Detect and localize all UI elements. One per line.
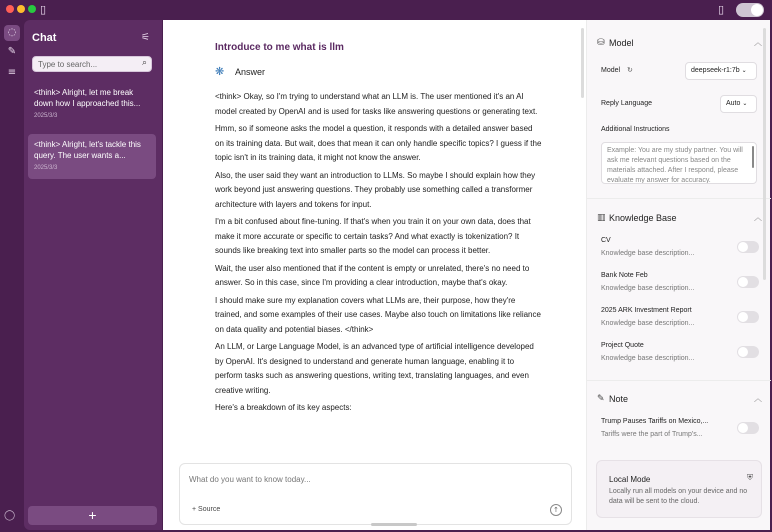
minimize-window-button[interactable] [17, 5, 25, 13]
kb-item-desc: Knowledge base description... [601, 250, 695, 257]
settings-panel [586, 20, 770, 530]
language-select[interactable] [720, 95, 757, 113]
model-select[interactable] [685, 62, 757, 80]
kb-item-name: CV [601, 237, 611, 244]
note-toggle[interactable] [737, 422, 759, 434]
filter-icon[interactable]: ⚟ [141, 32, 150, 43]
answer-paragraph: I should make sure my explanation covers what LLMs are, their purpose, how they're trained, and some examples of their use cases. Maybe also touch on limitations like reliance on data quality and potential biases. </think> [215, 295, 541, 334]
model-value: deepseek-r1:7b [691, 67, 740, 74]
instructions-input[interactable] [607, 146, 752, 184]
note-section-title: Note [609, 394, 629, 404]
search-box [32, 56, 152, 72]
local-mode-desc: Locally run all models on your device and no data will be sent to the cloud. [609, 488, 748, 505]
chat-sidebar [24, 20, 162, 530]
chevron-up-icon[interactable]: ︿ [754, 38, 762, 47]
main-scrollbar[interactable] [581, 28, 584, 98]
shield-icon: ⛨ [747, 473, 753, 482]
resize-handle[interactable] [371, 523, 417, 526]
instructions-box [601, 142, 757, 184]
answer-paragraph: Wait, the user also mentioned that if the content is empty or unrelated, there's no need to answer. So in this case, since I'm providing a clear introduction, maybe that's okay. [215, 263, 530, 287]
book-icon: ▥ [597, 213, 606, 223]
database-icon: ⛁ [597, 38, 605, 48]
answer-paragraph: Here's a breakdown of its key aspects: [215, 403, 352, 412]
chat-item-date: 2025/3/3 [34, 165, 58, 171]
composer [179, 463, 572, 525]
chevron-down-icon: ⌄ [741, 67, 747, 74]
kb-item [601, 307, 759, 337]
user-icon[interactable]: ◯ [4, 510, 16, 521]
model-section-title: Model [609, 38, 634, 48]
question-title: Introduce to me what is llm [215, 42, 344, 53]
answer-paragraph: I'm a bit confused about fine-tuning. If that's when you train it on your own data, does that make it more accurate or specific to certain tasks? And what exactly is tokenization? It sounds like breaking text into smaller parts so the model can process it better. [215, 217, 531, 255]
language-value: Auto [726, 100, 741, 107]
kb-toggle[interactable] [737, 241, 759, 253]
panel-toggle-icon[interactable]: ▯ [718, 3, 725, 16]
source-button[interactable]: + Source [192, 506, 221, 513]
divider [587, 380, 771, 381]
nav-rail [0, 20, 24, 532]
model-label: Model [601, 67, 621, 74]
notes-icon[interactable]: ✎ [7, 46, 17, 57]
new-chat-button[interactable]: + [28, 506, 157, 525]
chat-icon[interactable]: ◌ [4, 25, 20, 41]
kb-item [601, 342, 759, 372]
sidebar-title: Chat [32, 32, 57, 44]
panel-scrollbar[interactable] [763, 28, 766, 280]
library-icon[interactable]: ≡ [7, 67, 17, 78]
note-item-desc: Tariffs were the part of Trump's... [601, 431, 703, 438]
note-item-name: Trump Pauses Tariffs on Mexico,... [601, 418, 709, 425]
language-label: Reply Language [601, 100, 652, 107]
chat-item-date: 2025/3/3 [34, 113, 58, 119]
chevron-up-icon[interactable]: ︿ [754, 394, 762, 403]
instructions-scrollbar[interactable] [752, 146, 754, 168]
answer-paragraph: Hmm, so if someone asks the model a question, it responds with a detailed answer based on its training data. But wait, does that mean it can only handle specific topics? I guess if the topic isn't in its training data, it might not know the answer. [215, 124, 542, 162]
chat-item-text: <think> Alright, let's tackle this query. The user wants a... [34, 140, 141, 160]
local-mode-toggle[interactable] [736, 3, 764, 17]
local-mode-title: Local Mode [609, 475, 651, 484]
chat-main [163, 20, 586, 530]
chevron-down-icon: ⌄ [742, 100, 748, 107]
model-logo-icon: ❋ [215, 65, 225, 78]
divider [587, 198, 771, 199]
answer-body [215, 90, 543, 462]
answer-paragraph: <think> Okay, so I'm trying to understand what an LLM is. The user mentioned it's an AI model created by OpenAI and is used for tasks like answering questions or generating text. [215, 92, 538, 116]
chat-item[interactable] [28, 82, 156, 127]
note-item [601, 418, 759, 448]
maximize-window-button[interactable] [28, 5, 36, 13]
local-mode-card [596, 460, 762, 518]
kb-toggle[interactable] [737, 311, 759, 323]
note-icon: ✎ [597, 394, 605, 404]
message-input[interactable] [189, 473, 559, 485]
answer-paragraph: Also, the user said they want an introduction to LLMs. So maybe I should explain how they work beyond just answering questions. They probably use something called a transformer architecture with layers and tokens for input. [215, 170, 536, 209]
kb-item [601, 237, 759, 267]
chat-item-text: <think> Alright, let me break down how I approached this... [34, 88, 141, 108]
title-bar [0, 0, 772, 20]
search-input[interactable] [38, 59, 136, 70]
answer-paragraph: An LLM, or Large Language Model, is an advanced type of artificial intelligence developed by OpenAI. It's designed to understand and generate human language, enabling it to perform tasks such as answering questions, writing text, translating languages, and even creative writing. [215, 342, 534, 395]
sidebar-toggle-icon[interactable]: ▯ [40, 3, 47, 16]
chevron-up-icon[interactable]: ︿ [754, 213, 762, 222]
close-window-button[interactable] [6, 5, 14, 13]
search-icon[interactable]: ⌕ [141, 58, 147, 68]
kb-item [601, 272, 759, 302]
refresh-icon[interactable]: ↻ [627, 66, 633, 74]
kb-toggle[interactable] [737, 346, 759, 358]
kb-item-name: Project Quote [601, 342, 644, 349]
send-icon[interactable]: ↑ [550, 504, 562, 516]
kb-item-name: 2025 ARK Investment Report [601, 307, 692, 314]
answer-label: Answer [235, 67, 266, 77]
instructions-label: Additional Instructions [601, 126, 670, 133]
kb-item-name: Bank Note Feb [601, 272, 648, 279]
chat-item-active[interactable] [28, 134, 156, 179]
kb-section-title: Knowledge Base [609, 213, 677, 223]
kb-item-desc: Knowledge base description... [601, 320, 695, 327]
kb-item-desc: Knowledge base description... [601, 285, 695, 292]
kb-item-desc: Knowledge base description... [601, 355, 695, 362]
kb-toggle[interactable] [737, 276, 759, 288]
